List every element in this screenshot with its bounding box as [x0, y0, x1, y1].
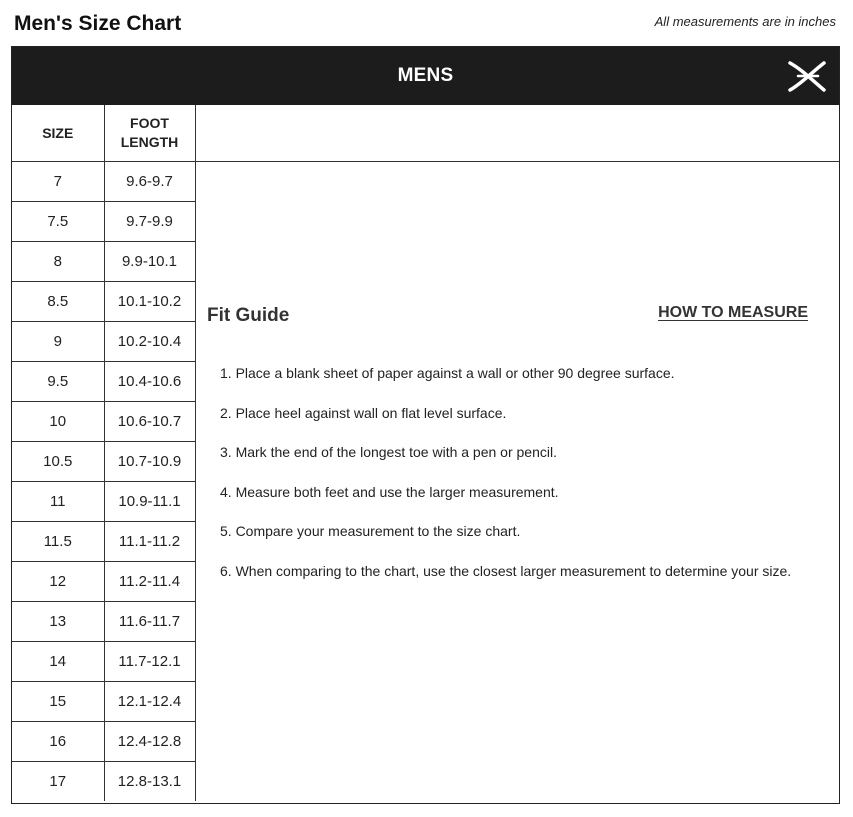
size-cell: 11	[12, 482, 104, 522]
foot-length-cell: 11.7-12.1	[104, 642, 195, 682]
foot-length-cell: 11.2-11.4	[104, 562, 195, 602]
foot-length-cell: 10.1-10.2	[104, 282, 195, 322]
foot-length-cell: 10.9-11.1	[104, 482, 195, 522]
foot-length-cell: 12.4-12.8	[104, 722, 195, 762]
table-row	[12, 442, 195, 482]
fit-step: 6. When comparing to the chart, use the closest larger measurement to determine your size.	[220, 562, 792, 579]
size-cell: 8.5	[12, 282, 104, 322]
foot-length-cell: 11.1-11.2	[104, 522, 195, 562]
fit-step: 4. Measure both feet and use the larger measurement.	[220, 483, 559, 500]
foot-length-header-line1: FOOT	[130, 115, 169, 131]
size-cell: 12	[12, 562, 104, 602]
size-cell: 16	[12, 722, 104, 762]
table-row	[12, 242, 195, 282]
fit-step: 5. Compare your measurement to the size chart.	[220, 523, 521, 539]
foot-length-cell: 12.8-13.1	[104, 762, 195, 802]
foot-length-cell: 10.7-10.9	[104, 442, 195, 482]
size-cell: 15	[12, 682, 104, 722]
fit-step: 2. Place heel against wall on flat level surface.	[220, 404, 507, 421]
table-row	[12, 682, 195, 722]
foot-length-header-line2: LENGTH	[120, 134, 179, 150]
size-cell: 10	[12, 402, 104, 442]
size-chart	[11, 46, 840, 804]
size-cell: 9.5	[12, 362, 104, 402]
table-row	[12, 722, 195, 762]
units-note: All measurements are in inches	[654, 14, 836, 29]
foot-length-cell: 10.6-10.7	[104, 402, 195, 442]
header-divider	[196, 161, 839, 162]
fit-step: 3. Mark the end of the longest toe with a pen or pencil.	[220, 444, 557, 460]
x-logo-icon	[787, 59, 829, 93]
foot-length-cell: 12.1-12.4	[104, 682, 195, 722]
table-row	[12, 202, 195, 242]
banner-title: MENS	[397, 65, 454, 86]
fit-step: 1. Place a blank sheet of paper against a wall or other 90 degree surface.	[220, 365, 675, 381]
table-row	[12, 562, 195, 602]
page-title: Men's Size Chart	[14, 12, 182, 35]
foot-length-cell: 9.9-10.1	[104, 242, 195, 282]
table-row	[12, 762, 195, 802]
size-cell: 8	[12, 242, 104, 282]
table-row	[12, 362, 195, 402]
size-cell: 10.5	[12, 442, 104, 482]
foot-length-cell: 9.7-9.9	[104, 202, 195, 242]
table-row	[12, 602, 195, 642]
how-to-measure-link[interactable]: HOW TO MEASURE	[658, 304, 808, 321]
size-cell: 11.5	[12, 522, 104, 562]
table-row	[12, 322, 195, 362]
size-table	[12, 105, 196, 801]
foot-length-cell: 9.6-9.7	[104, 162, 195, 202]
table-row	[12, 642, 195, 682]
foot-length-cell: 10.4-10.6	[104, 362, 195, 402]
table-row	[12, 522, 195, 562]
foot-length-cell: 11.6-11.7	[104, 602, 195, 642]
fit-guide-steps	[220, 363, 791, 600]
foot-length-column-header	[104, 105, 195, 162]
size-cell: 17	[12, 762, 104, 802]
table-row	[12, 282, 195, 322]
fit-guide-title: Fit Guide	[207, 305, 290, 326]
size-cell: 9	[12, 322, 104, 362]
table-row	[12, 402, 195, 442]
foot-length-cell: 10.2-10.4	[104, 322, 195, 362]
chart-banner	[12, 47, 839, 105]
table-header-row	[12, 105, 195, 162]
size-rows	[12, 162, 195, 802]
size-cell: 13	[12, 602, 104, 642]
size-column-header: SIZE	[12, 105, 104, 162]
table-row	[12, 482, 195, 522]
size-cell: 7.5	[12, 202, 104, 242]
table-row	[12, 162, 195, 202]
size-cell: 14	[12, 642, 104, 682]
size-cell: 7	[12, 162, 104, 202]
